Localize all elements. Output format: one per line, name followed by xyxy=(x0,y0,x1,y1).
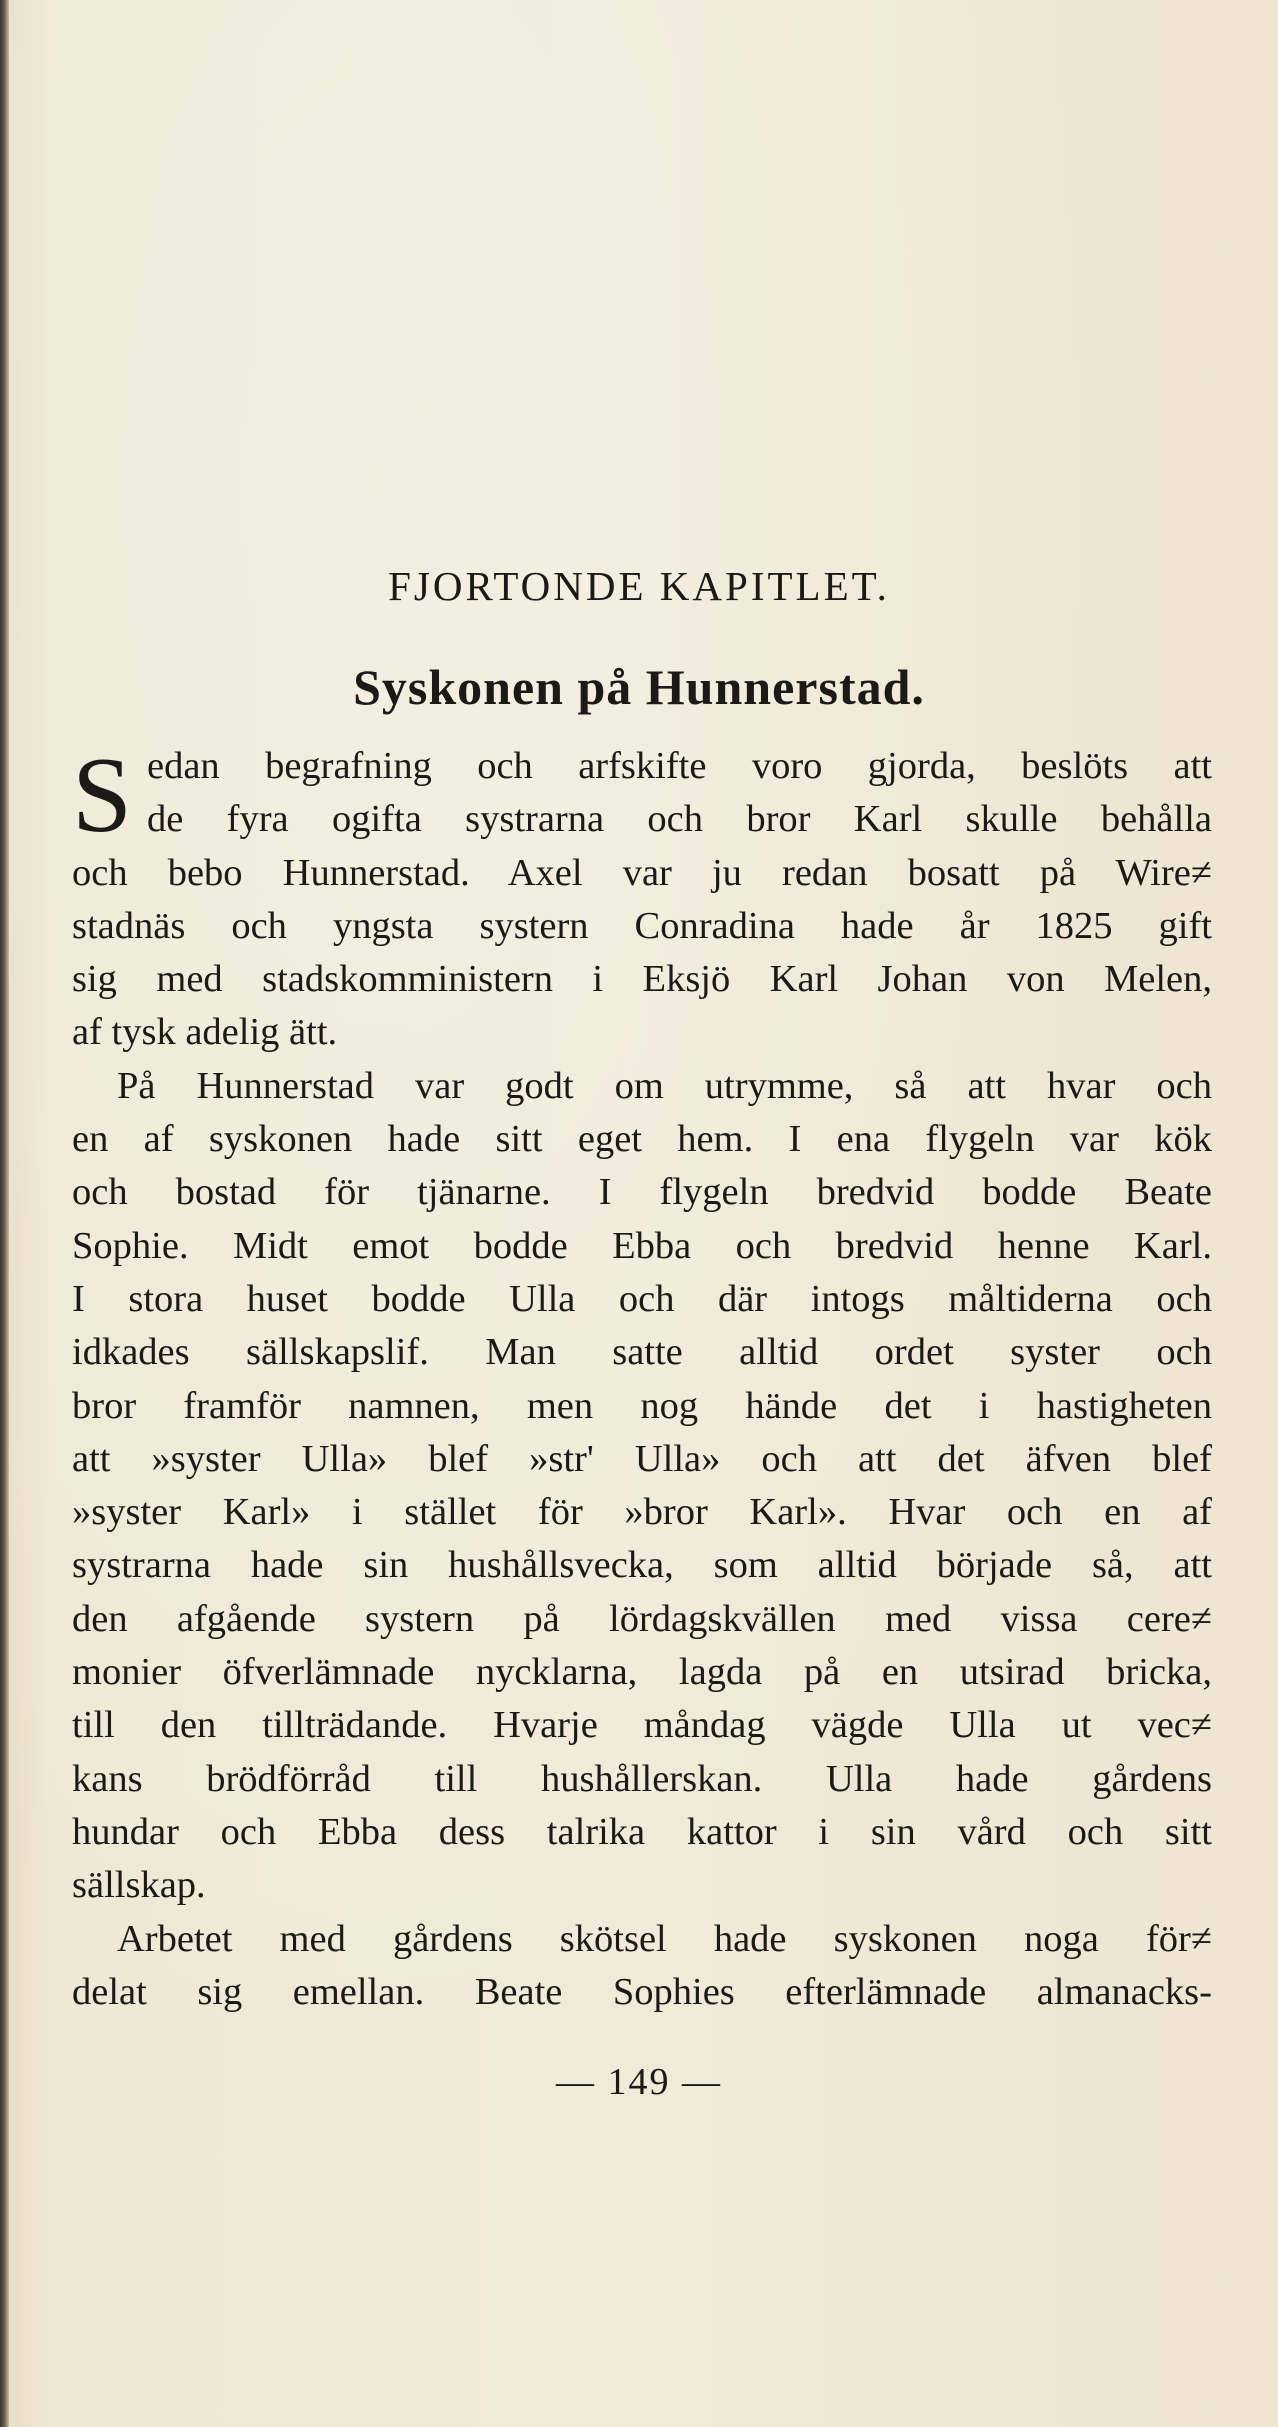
text-line: sällskap. xyxy=(72,1864,206,1907)
text-line: och bebo Hunnerstad. Axel var ju redan bosatt på Wire≠ xyxy=(72,851,1212,894)
text-line: Sophie. Midt emot bodde Ebba och bredvid henne Karl. xyxy=(72,1224,1212,1267)
text-line: delat sig emellan. Beate Sophies efterlämnade almanacks- xyxy=(72,1970,1212,2013)
drop-cap: S xyxy=(72,736,133,855)
text-line: bror framför namnen, men nog hände det i hastigheten xyxy=(72,1384,1212,1427)
text-line: att »syster Ulla» blef »str' Ulla» och att det äfven blef xyxy=(72,1437,1212,1480)
text-line: en af syskonen hade sitt eget hem. I ena flygeln var kök xyxy=(72,1118,1212,1161)
text-line: hundar och Ebba dess talrika kattor i sin vård och sitt xyxy=(72,1810,1212,1853)
text-line: Arbetet med gårdens skötsel hade syskonen noga för≠ xyxy=(117,1917,1212,1960)
body-text xyxy=(72,736,1212,2019)
text-line: edan begrafning och arfskifte voro gjorda, beslöts att xyxy=(147,745,1212,787)
text-line: I stora huset bodde Ulla och där intogs måltiderna och xyxy=(72,1277,1212,1320)
text-line: af tysk adelig ätt. xyxy=(72,1011,338,1054)
text-line: och bostad för tjänarne. I flygeln bredvid bodde Beate xyxy=(72,1171,1212,1214)
text-line: sig med stadskomministern i Eksjö Karl Johan von Melen, xyxy=(72,958,1212,1001)
text-line: På Hunnerstad var godt om utrymme, så att hvar och xyxy=(117,1064,1212,1107)
chapter-heading: FJORTONDE KAPITLET. xyxy=(388,563,890,609)
text-line: kans brödförråd till hushållerskan. Ulla hade gårdens xyxy=(72,1757,1212,1800)
chapter-title: Syskonen på Hunnerstad. xyxy=(353,659,925,715)
text-line: till den tillträdande. Hvarje måndag vägde Ulla ut vec≠ xyxy=(72,1704,1212,1747)
text-line: idkades sällskapslif. Man satte alltid ordet syster och xyxy=(72,1331,1212,1374)
page-number: — 149 — xyxy=(556,2061,722,2103)
text-line: monier öfverlämnade nycklarna, lagda på en utsirad bricka, xyxy=(72,1651,1212,1694)
text-line: den afgående systern på lördagskvällen med vissa cere≠ xyxy=(72,1597,1212,1640)
text-line: systrarna hade sin hushållsvecka, som alltid började så, att xyxy=(72,1544,1212,1587)
text-line: »syster Karl» i stället för »bror Karl». Hvar och en af xyxy=(72,1491,1212,1534)
text-line: de fyra ogifta systrarna och bror Karl skulle behålla xyxy=(147,798,1212,841)
text-line: stadnäs och yngsta systern Conradina hade år 1825 gift xyxy=(72,904,1212,947)
